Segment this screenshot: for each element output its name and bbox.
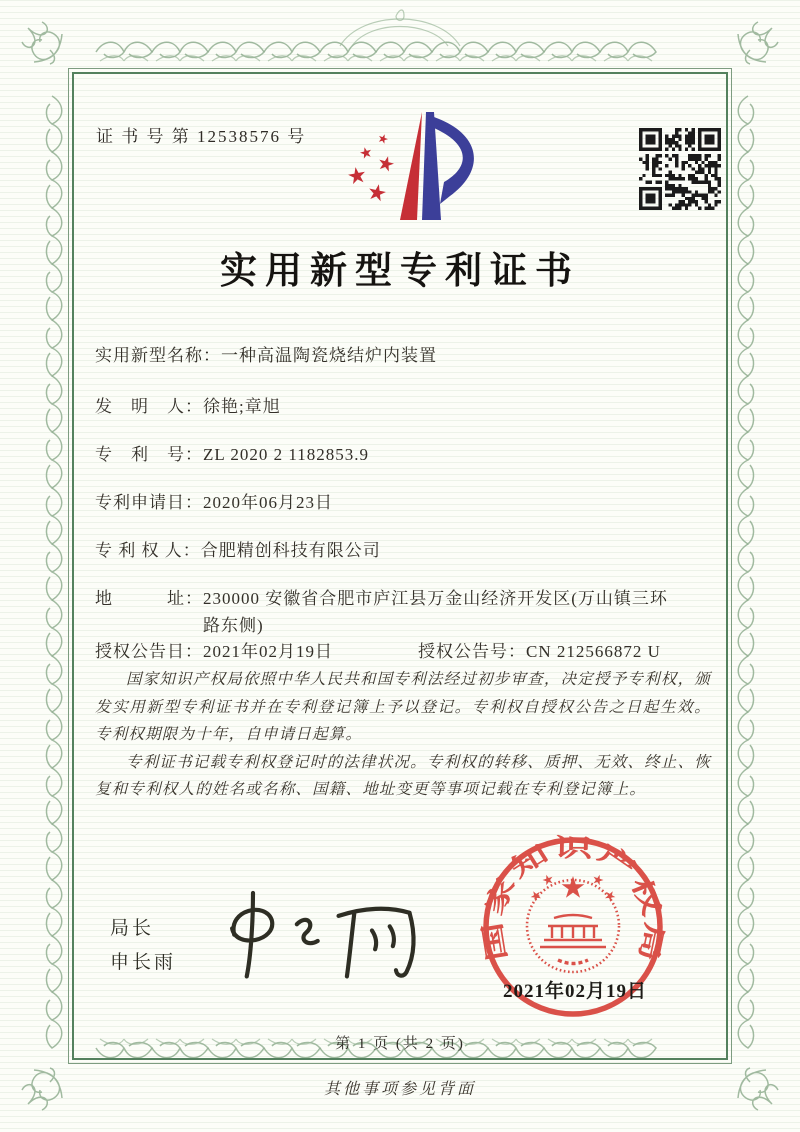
page-number: 第 1 页 (共 2 页) xyxy=(335,1036,465,1052)
signer-block xyxy=(110,912,176,980)
field-label: 专 利 权 人： xyxy=(95,541,201,560)
signer-name: 申长雨 xyxy=(110,952,177,973)
field-label: 发 明 人： xyxy=(95,397,203,416)
grant-no-label: 授权公告号： xyxy=(418,642,526,661)
cnipa-logo-icon xyxy=(330,106,490,238)
qr-code xyxy=(639,128,721,210)
field-value: 一种高温陶瓷烧结炉内装置 xyxy=(221,346,437,365)
grant-no-pair xyxy=(418,638,661,665)
field-row-patentee xyxy=(95,537,715,564)
grant-date-label: 授权公告日： xyxy=(95,642,203,661)
seal-date: 2021年02月19日 xyxy=(502,981,647,1002)
field-label: 实用新型名称： xyxy=(95,346,221,365)
page-title: 实用新型专利证书 xyxy=(220,251,580,292)
grant-date-value: 2021年02月19日 xyxy=(203,642,333,661)
director-signature-handwriting xyxy=(205,880,445,980)
legal-paragraph-2: 专利证书记载专利权登记时的法律状况。专利权的转移、质押、无效、终止、恢复和专利权人的姓名或名称、国籍、地址变更等事项记载在专利登记簿上。 xyxy=(95,753,711,799)
field-row-address xyxy=(95,585,715,639)
field-row-patent-no xyxy=(95,441,715,468)
signer-title: 局长 xyxy=(110,918,155,939)
field-value: 合肥精创科技有限公司 xyxy=(200,541,381,560)
field-value: 徐艳;章旭 xyxy=(203,397,281,416)
back-side-note: 其他事项参见背面 xyxy=(323,1081,476,1098)
field-label: 专利申请日： xyxy=(95,493,203,512)
field-value: ZL 2020 2 1182853.9 xyxy=(203,445,370,464)
field-row-inventor xyxy=(95,393,715,420)
legal-paragraphs xyxy=(95,666,711,804)
field-value: 2020年06月23日 xyxy=(203,493,333,512)
field-row-application-date xyxy=(95,489,715,516)
field-label: 地 址： xyxy=(95,589,203,608)
grant-no-value: CN 212566872 U xyxy=(526,642,661,661)
field-row-name xyxy=(95,342,715,369)
certificate-number: 证 书 号 第 12538576 号 xyxy=(96,127,307,146)
legal-paragraph-1: 国家知识产权局依照中华人民共和国专利法经过初步审查，决定授予专利权，颁发实用新型专利证书并在专利登记簿上予以登记。专利权自授权公告之日起生效。专利权期限为十年，自申请日起算。 xyxy=(95,671,711,744)
national-emblem-icon xyxy=(527,873,619,972)
field-row-grant xyxy=(95,638,715,665)
field-label: 专 利 号： xyxy=(95,445,203,464)
seal-text: 国家知识产权局 xyxy=(480,835,668,963)
field-value: 230000 安徽省合肥市庐江县万金山经济开发区(万山镇三环路东侧) xyxy=(203,589,668,635)
